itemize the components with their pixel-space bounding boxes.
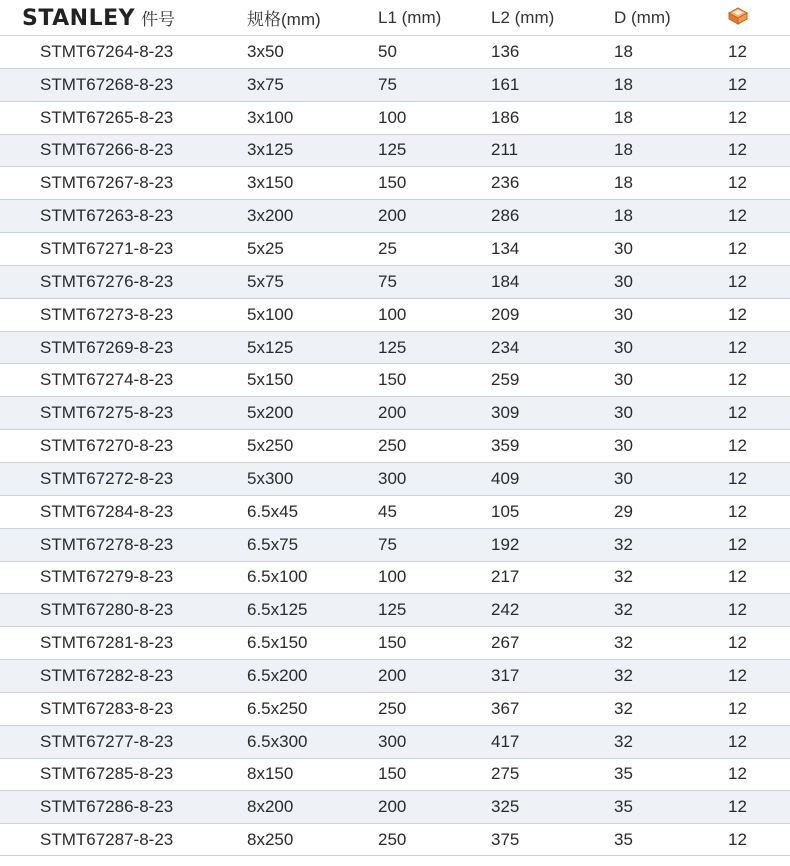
spec-cell: 5x300 [247, 468, 294, 488]
table-row [0, 823, 790, 856]
spec-cell: 5x100 [247, 304, 294, 324]
table-row [0, 68, 790, 101]
l2-cell: 267 [491, 633, 520, 653]
part-number-label: 件号 [141, 9, 176, 29]
l2-cell: 105 [491, 501, 520, 521]
d-cell: 18 [614, 41, 633, 61]
l2-cell: 211 [491, 140, 519, 160]
l1-cell: 150 [378, 633, 407, 653]
l1-cell: 75 [378, 271, 397, 291]
qty-cell: 12 [728, 206, 747, 226]
l1-cell: 200 [378, 403, 407, 423]
d-cell: 29 [614, 501, 633, 521]
table-row [0, 626, 790, 659]
l2-cell: 259 [491, 370, 520, 390]
part-number-cell: STMT67274-8-23 [40, 370, 174, 390]
table-row [0, 363, 790, 396]
l2-cell: 161 [491, 74, 520, 94]
spec-cell: 5x200 [247, 403, 294, 423]
brand-logo: STANLEY [22, 5, 136, 31]
l2-cell: 134 [491, 238, 520, 258]
l1-cell: 75 [378, 534, 397, 554]
table-row [0, 199, 790, 232]
l2-cell: 317 [491, 665, 520, 685]
qty-cell: 12 [728, 764, 747, 784]
l1-cell: 200 [378, 665, 407, 685]
d-cell: 32 [614, 600, 633, 620]
part-number-cell: STMT67283-8-23 [40, 698, 174, 718]
table-row [0, 495, 790, 528]
d-cell: 18 [614, 206, 633, 226]
l2-cell: 409 [491, 468, 520, 488]
qty-cell: 12 [728, 107, 747, 127]
spec-cell: 6.5x75 [247, 534, 299, 554]
l1-cell: 50 [378, 41, 397, 61]
l1-cell: 250 [378, 829, 407, 849]
part-number-cell: STMT67269-8-23 [40, 337, 174, 357]
l2-cell: 417 [491, 731, 520, 751]
d-cell: 30 [614, 337, 633, 357]
part-number-cell: STMT67265-8-23 [40, 107, 174, 127]
qty-cell: 12 [728, 633, 747, 653]
table-row [0, 396, 790, 429]
part-number-cell: STMT67266-8-23 [40, 140, 174, 160]
part-number-cell: STMT67280-8-23 [40, 600, 174, 620]
l2-cell: 325 [491, 797, 520, 817]
part-number-cell: STMT67272-8-23 [40, 468, 174, 488]
spec-cell: 6.5x250 [247, 698, 308, 718]
l2-cell: 367 [491, 698, 520, 718]
l1-cell: 100 [378, 567, 407, 587]
spec-cell: 3x50 [247, 41, 284, 61]
l1-cell: 100 [378, 304, 407, 324]
d-cell: 32 [614, 731, 633, 751]
qty-cell: 12 [728, 370, 747, 390]
package-box-icon [727, 6, 749, 31]
table-row [0, 331, 790, 364]
l1-cell: 200 [378, 206, 407, 226]
d-cell: 35 [614, 829, 633, 849]
qty-cell: 12 [728, 797, 747, 817]
spec-cell: 6.5x200 [247, 665, 308, 685]
d-cell: 30 [614, 271, 633, 291]
l1-cell: 100 [378, 107, 407, 127]
d-header: D (mm) [614, 7, 671, 27]
spec-cell: 5x150 [247, 370, 294, 390]
qty-cell: 12 [728, 173, 747, 193]
table-row [0, 528, 790, 561]
spec-cell: 5x25 [247, 238, 284, 258]
d-cell: 35 [614, 797, 633, 817]
l1-cell: 45 [378, 501, 397, 521]
table-row [0, 429, 790, 462]
table-row [0, 462, 790, 495]
l1-cell: 300 [378, 468, 407, 488]
spec-header: 规格(mm) [247, 10, 321, 29]
l1-cell: 25 [378, 238, 397, 258]
part-number-cell: STMT67275-8-23 [40, 403, 174, 423]
part-number-cell: STMT67285-8-23 [40, 764, 174, 784]
part-number-cell: STMT67278-8-23 [40, 534, 174, 554]
table-row [0, 659, 790, 692]
l2-cell: 184 [491, 271, 520, 291]
table-row [0, 134, 790, 167]
qty-cell: 12 [728, 829, 747, 849]
l2-cell: 234 [491, 337, 520, 357]
spec-cell: 6.5x45 [247, 501, 299, 521]
d-cell: 18 [614, 140, 633, 160]
l1-cell: 125 [378, 600, 407, 620]
spec-cell: 8x150 [247, 764, 294, 784]
qty-cell: 12 [728, 140, 747, 160]
table-row [0, 101, 790, 134]
table-row [0, 232, 790, 265]
table-row [0, 790, 790, 823]
l2-cell: 209 [491, 304, 520, 324]
l2-cell: 236 [491, 173, 520, 193]
l1-cell: 125 [378, 140, 407, 160]
part-number-cell: STMT67284-8-23 [40, 501, 174, 521]
d-cell: 32 [614, 665, 633, 685]
l2-cell: 309 [491, 403, 520, 423]
qty-cell: 12 [728, 698, 747, 718]
l1-cell: 200 [378, 797, 407, 817]
table-row [0, 692, 790, 725]
l2-cell: 242 [491, 600, 520, 620]
d-cell: 35 [614, 764, 633, 784]
d-cell: 30 [614, 238, 633, 258]
d-cell: 32 [614, 534, 633, 554]
l2-cell: 275 [491, 764, 520, 784]
d-cell: 30 [614, 370, 633, 390]
l2-header: L2 (mm) [491, 7, 555, 27]
qty-cell: 12 [728, 534, 747, 554]
table-row [0, 265, 790, 298]
d-cell: 18 [614, 173, 633, 193]
part-number-cell: STMT67263-8-23 [40, 206, 174, 226]
qty-cell: 12 [728, 238, 747, 258]
part-number-cell: STMT67267-8-23 [40, 173, 174, 193]
part-number-cell: STMT67276-8-23 [40, 271, 174, 291]
spec-cell: 6.5x125 [247, 600, 308, 620]
table-row [0, 35, 790, 68]
qty-cell: 12 [728, 304, 747, 324]
spec-cell: 5x75 [247, 271, 284, 291]
spec-cell: 3x150 [247, 173, 294, 193]
l1-header: L1 (mm) [378, 7, 442, 27]
part-number-cell: STMT67271-8-23 [40, 238, 174, 258]
l1-cell: 150 [378, 370, 407, 390]
l2-cell: 186 [491, 107, 520, 127]
part-number-cell: STMT67279-8-23 [40, 567, 174, 587]
spec-cell: 6.5x150 [247, 633, 308, 653]
part-number-cell: STMT67270-8-23 [40, 436, 174, 456]
qty-cell: 12 [728, 436, 747, 456]
qty-cell: 12 [728, 41, 747, 61]
l1-cell: 300 [378, 731, 407, 751]
table-row [0, 593, 790, 626]
qty-cell: 12 [728, 403, 747, 423]
table-row [0, 166, 790, 199]
spec-cell: 6.5x100 [247, 567, 308, 587]
d-cell: 30 [614, 468, 633, 488]
l2-cell: 375 [491, 829, 520, 849]
table-row [0, 561, 790, 594]
part-number-cell: STMT67287-8-23 [40, 829, 174, 849]
l1-cell: 250 [378, 436, 407, 456]
spec-cell: 5x125 [247, 337, 294, 357]
spec-cell: 5x250 [247, 436, 294, 456]
l2-cell: 359 [491, 436, 520, 456]
l1-cell: 150 [378, 173, 407, 193]
l2-cell: 136 [491, 41, 520, 61]
table-body [0, 35, 790, 856]
l1-cell: 150 [378, 764, 407, 784]
qty-cell: 12 [728, 567, 747, 587]
table-row [0, 758, 790, 791]
l1-cell: 250 [378, 698, 407, 718]
spec-cell: 8x250 [247, 829, 294, 849]
qty-cell: 12 [728, 665, 747, 685]
part-number-cell: STMT67282-8-23 [40, 665, 174, 685]
part-number-header [22, 5, 175, 31]
part-number-cell: STMT67273-8-23 [40, 304, 174, 324]
spec-cell: 6.5x300 [247, 731, 308, 751]
qty-cell: 12 [728, 337, 747, 357]
qty-cell: 12 [728, 731, 747, 751]
part-number-cell: STMT67264-8-23 [40, 41, 174, 61]
d-cell: 18 [614, 107, 633, 127]
part-number-cell: STMT67268-8-23 [40, 74, 174, 94]
l1-cell: 75 [378, 74, 397, 94]
qty-cell: 12 [728, 501, 747, 521]
part-number-cell: STMT67277-8-23 [40, 731, 174, 751]
spec-cell: 3x100 [247, 107, 294, 127]
d-cell: 18 [614, 74, 633, 94]
d-cell: 30 [614, 403, 633, 423]
l1-cell: 125 [378, 337, 407, 357]
part-number-cell: STMT67286-8-23 [40, 797, 174, 817]
spec-cell: 3x125 [247, 140, 294, 160]
l2-cell: 217 [491, 567, 520, 587]
l2-cell: 192 [491, 534, 520, 554]
d-cell: 32 [614, 633, 633, 653]
qty-cell: 12 [728, 468, 747, 488]
part-number-cell: STMT67281-8-23 [40, 633, 174, 653]
d-cell: 32 [614, 567, 633, 587]
table-header [0, 0, 790, 35]
spec-cell: 3x200 [247, 206, 294, 226]
qty-cell: 12 [728, 271, 747, 291]
d-cell: 30 [614, 436, 633, 456]
spec-cell: 8x200 [247, 797, 294, 817]
d-cell: 30 [614, 304, 633, 324]
table-row [0, 725, 790, 758]
qty-cell: 12 [728, 74, 747, 94]
spec-cell: 3x75 [247, 74, 284, 94]
qty-cell: 12 [728, 600, 747, 620]
l2-cell: 286 [491, 206, 520, 226]
d-cell: 32 [614, 698, 633, 718]
table-row [0, 298, 790, 331]
